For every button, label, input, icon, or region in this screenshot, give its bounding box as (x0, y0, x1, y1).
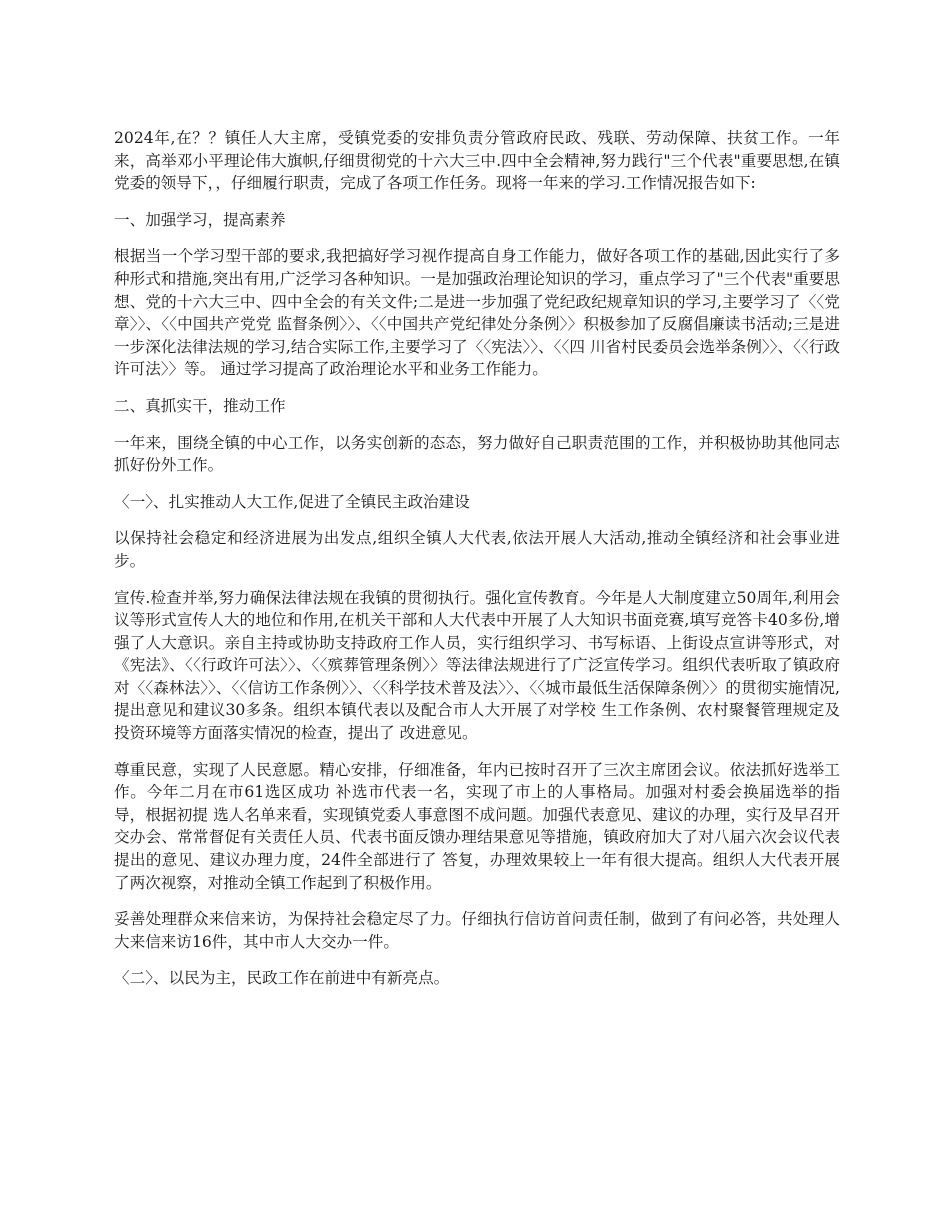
subsection-heading-npc: 〈一〉、扎实推动人大工作,促进了全镇民主政治建设 (114, 492, 470, 511)
section-heading-study: 一、加强学习，提高素养 (114, 210, 286, 229)
paragraph-petitions: 妥善处理群众来信来访，为保持社会稳定尽了力。仔细执行信访首问责任制，做到了有问必答，共处理人大来信来访16件，其中市人大交办一件。 (114, 910, 840, 951)
section-heading-work: 二、真抓实干，推动工作 (114, 396, 286, 415)
paragraph-public-will: 尊重民意，实现了人民意愿。精心安排，仔细准备，年内已按时召开了三次主席团会议。依法抓好选举工作。今年二月在市61选区成功 补选市代表一名，实现了市上的人事格局。加强对村委会换届选举的指导，根据初提 选人名单来看，实现镇党委人事意图不成问题。加强代表意见、建议的办理，实行及早召开交办会、常常督促有关责任人员、代表书面反馈办理结果意见等措施，镇政府加大了对八届六次会议代表提出的意见、建议办理力度，24件全部进行了 答复，办理效果较上一年有很大提高。组织人大代表开展了两次视察，对推动全镇工作起到了积极作用。 (114, 760, 840, 892)
subsection-heading-civil-affairs: 〈二〉、以民为主，民政工作在前进中有新亮点。 (114, 969, 450, 988)
paragraph-work-intro: 一年来，围绕全镇的中心工作，以务实创新的态态，努力做好自己职责范围的工作，并积极协助其他同志抓好份外工作。 (114, 433, 840, 475)
paragraph-study: 根据当一个学习型干部的要求,我把搞好学习视作提高自身工作能力，做好各项工作的基础,因此实行了多种形式和措施,突出有用,广泛学习各种知识。一是加强政治理论知识的学习，重点学习了"三个代表"重要思想、党的十六大三中、四中全会的有关文件;二是进一步加强了党纪政纪规章知识的学习,主要学习了〈〈党章〉〉、〈〈中国共产党党 监督条例〉〉、〈〈中国共产党纪律处分条例〉〉积极参加了反腐倡廉读书活动;三是进一步深化法律法规的学习,结合实际工作,主要学习了〈〈宪法〉〉、〈〈四 川省村民委员会选举条例〉〉、〈〈行政许可法〉〉等。 通过学习提高了政治理论水平和业务工作能力。 (114, 247, 840, 379)
document-body (114, 127, 840, 1004)
paragraph-propaganda: 宣传.检查并举,努力确保法律法规在我镇的贯彻执行。强化宣传教育。今年是人大制度建立50周年,利用会议等形式宣传人大的地位和作用,在机关干部和人大代表中开展了人大知识书面竞赛,填写竞答卡40多份,增强了人大意识。亲自主持或协助支持政府工作人员，实行组织学习、书写标语、上街设点宣讲等形式，对《宪法》、〈〈行政许可法〉〉、〈〈殡葬管理条例〉〉等法律法规进行了广泛宣传学习。组织代表听取了镇政府对〈〈森林法〉〉、〈〈信访工作条例〉〉、〈〈科学技术普及法〉〉、〈〈城市最低生活保障条例〉〉的贯彻实施情况,提出意见和建议30多条。组织本镇代表以及配合市人大开展了对学校 生工作条例、农村聚餐管理规定及投资环境等方面落实情况的检查，提出了 改进意见。 (114, 588, 840, 743)
paragraph-npc-intro: 以保持社会稳定和经济进展为出发点,组织全镇人大代表,依法开展人大活动,推动全镇经济和社会事业进步。 (114, 529, 840, 570)
paragraph-intro: 2024年,在？？镇任人大主席，受镇党委的安排负责分管政府民政、残联、劳动保障、扶贫工作。一年来，高举邓小平理论伟大旗帜,仔细贯彻党的十六大三中.四中全会精神,努力践行"三个代表"重要思想,在镇党委的领导下，，仔细履行职责，完成了各项工作任务。现将一年来的学习.工作情况报告如下: (114, 129, 840, 193)
